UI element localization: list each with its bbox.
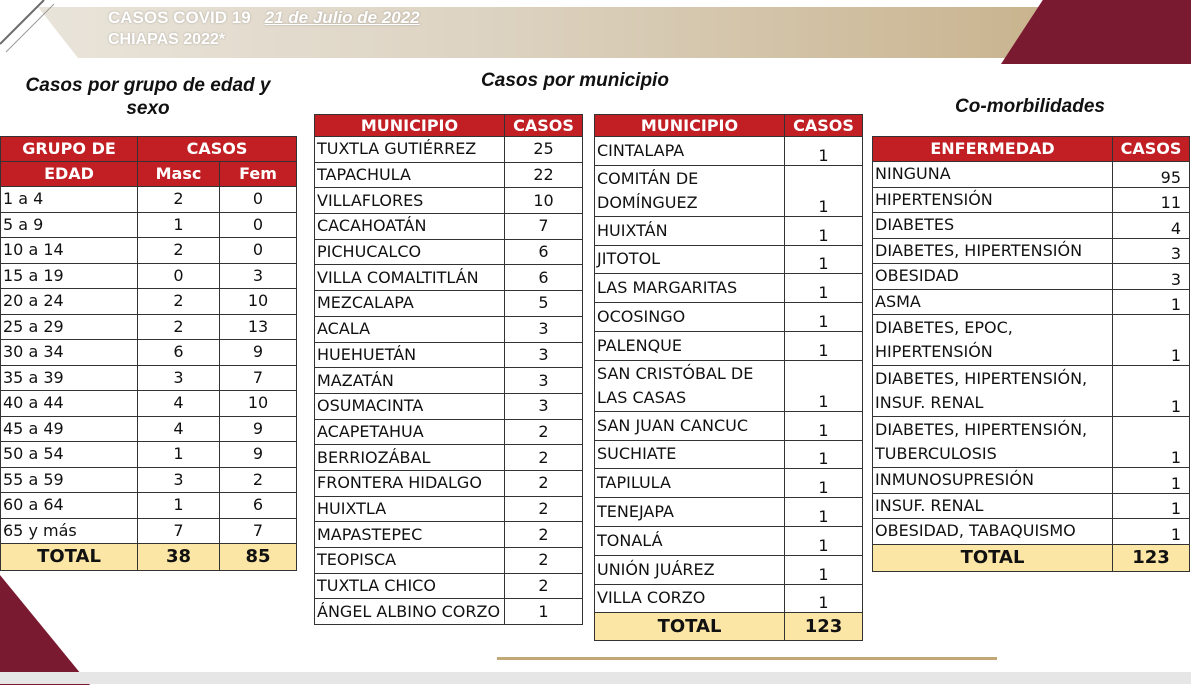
- fem-cell: 10: [220, 391, 297, 417]
- fem-cell: 13: [220, 314, 297, 340]
- col-header-edad: EDAD: [1, 162, 138, 187]
- cases-cell: 5: [505, 291, 583, 317]
- section-title-age-sex: Casos por grupo de edad y sexo: [25, 75, 271, 119]
- table-row: [315, 573, 583, 599]
- table-row: [595, 584, 863, 613]
- cases-cell: 6: [505, 265, 583, 291]
- table-row: [873, 493, 1190, 519]
- municipio-name-cell: OCOSINGO: [595, 303, 785, 332]
- bottom-bar: [0, 672, 1191, 684]
- municipio-name-cell: SUCHIATE: [595, 440, 785, 469]
- municipio-name-cell: MAPASTEPEC: [315, 522, 505, 548]
- corner-diagonal-lines: [0, 0, 60, 60]
- municipio-name-cell: TONALÁ: [595, 526, 785, 555]
- table-row: [1, 289, 297, 315]
- table-row: [873, 417, 1190, 468]
- table-row: [873, 366, 1190, 417]
- age-group-cell: 35 a 39: [1, 365, 138, 391]
- cases-cell: 4: [1113, 213, 1190, 239]
- table-row: [315, 342, 583, 368]
- table-row: [873, 238, 1190, 264]
- total-row: [595, 613, 863, 641]
- municipio-name-cell: VILLA COMALTITLÁN: [315, 265, 505, 291]
- total-value: 123: [1113, 544, 1190, 571]
- total-label: TOTAL: [1, 544, 138, 571]
- municipio-name-cell: COMITÁN DE DOMÍNGUEZ: [595, 165, 785, 216]
- table-row: [315, 470, 583, 496]
- age-sex-table: [0, 136, 297, 571]
- col-header-grupo: GRUPO DE: [1, 137, 138, 162]
- fem-cell: 9: [220, 442, 297, 468]
- table-row: [315, 239, 583, 265]
- table-row: [315, 316, 583, 342]
- age-group-cell: 60 a 64: [1, 493, 138, 519]
- table-row: [315, 214, 583, 240]
- cases-cell: 1: [785, 165, 863, 216]
- table-row: [873, 162, 1190, 188]
- total-row: [1, 544, 297, 571]
- total-fem: 85: [220, 544, 297, 571]
- municipio-name-cell: BERRIOZÁBAL: [315, 445, 505, 471]
- disease-name-cell: OBESIDAD, TABAQUISMO: [873, 519, 1113, 545]
- municipio-name-cell: ACALA: [315, 316, 505, 342]
- municipio-name-cell: HUEHUETÁN: [315, 342, 505, 368]
- masc-cell: 0: [138, 263, 220, 289]
- table-row: [1, 442, 297, 468]
- col-header-casos: CASOS: [785, 115, 863, 137]
- table-row: [315, 419, 583, 445]
- cases-cell: 2: [505, 573, 583, 599]
- table-row: [1, 238, 297, 264]
- age-group-cell: 20 a 24: [1, 289, 138, 315]
- table-row: [315, 188, 583, 214]
- section-title-comorbilidades: Co-morbilidades: [955, 96, 1105, 117]
- municipio-name-cell: VILLA CORZO: [595, 584, 785, 613]
- cases-cell: 1: [785, 331, 863, 360]
- comorbidity-table: [872, 136, 1190, 572]
- cases-cell: 1: [785, 440, 863, 469]
- masc-cell: 1: [138, 493, 220, 519]
- table-row: [595, 331, 863, 360]
- municipio-name-cell: SAN JUAN CANCUC: [595, 411, 785, 440]
- table-row: [315, 162, 583, 188]
- municipio-name-cell: PICHUCALCO: [315, 239, 505, 265]
- header-title: [108, 8, 420, 28]
- municipio-name-cell: PALENQUE: [595, 331, 785, 360]
- age-group-cell: 25 a 29: [1, 314, 138, 340]
- municipio-name-cell: SAN CRISTÓBAL DE LAS CASAS: [595, 360, 785, 411]
- municipio-name-cell: CINTALAPA: [595, 137, 785, 166]
- col-header-enfermedad: ENFERMEDAD: [873, 137, 1113, 162]
- table-row: [873, 264, 1190, 290]
- cases-cell: 2: [505, 445, 583, 471]
- maroon-corner-bottom-left: [0, 575, 90, 685]
- age-group-cell: 5 a 9: [1, 212, 138, 238]
- cases-cell: 2: [505, 470, 583, 496]
- municipio-name-cell: TAPACHULA: [315, 162, 505, 188]
- age-group-cell: 50 a 54: [1, 442, 138, 468]
- cases-cell: 3: [505, 342, 583, 368]
- gold-divider: [497, 657, 997, 660]
- municipio-name-cell: ÁNGEL ALBINO CORZO: [315, 599, 505, 625]
- municipio-name-cell: JITOTOL: [595, 245, 785, 274]
- header-subtitle: CHIAPAS 2022*: [108, 31, 226, 48]
- table-row: [595, 411, 863, 440]
- disease-name-cell: DIABETES: [873, 213, 1113, 239]
- fem-cell: 10: [220, 289, 297, 315]
- cases-cell: 3: [1113, 238, 1190, 264]
- cases-cell: 1: [1113, 468, 1190, 494]
- masc-cell: 3: [138, 467, 220, 493]
- cases-cell: 1: [1113, 366, 1190, 417]
- table-row: [1, 416, 297, 442]
- table-row: [315, 265, 583, 291]
- total-label: TOTAL: [595, 613, 785, 641]
- table-row: [315, 599, 583, 625]
- cases-cell: 95: [1113, 162, 1190, 188]
- table-row: [873, 213, 1190, 239]
- cases-cell: 3: [1113, 264, 1190, 290]
- fem-cell: 6: [220, 493, 297, 519]
- table-row: [315, 137, 583, 163]
- table-row: [315, 393, 583, 419]
- table-row: [595, 165, 863, 216]
- disease-name-cell: INMUNOSUPRESIÓN: [873, 468, 1113, 494]
- fem-cell: 2: [220, 467, 297, 493]
- table-row: [873, 315, 1190, 366]
- municipio-name-cell: MAZATÁN: [315, 368, 505, 394]
- total-label: TOTAL: [873, 544, 1113, 571]
- masc-cell: 3: [138, 365, 220, 391]
- cases-cell: 1: [785, 584, 863, 613]
- cases-cell: 1: [1113, 417, 1190, 468]
- municipio-table-1: [314, 114, 583, 625]
- table-row: [1, 314, 297, 340]
- table-row: [1, 493, 297, 519]
- table-row: [315, 496, 583, 522]
- age-group-cell: 30 a 34: [1, 340, 138, 366]
- municipio-name-cell: HUIXTLA: [315, 496, 505, 522]
- table-row: [315, 291, 583, 317]
- cases-cell: 1: [785, 469, 863, 498]
- table-row: [1, 365, 297, 391]
- table-row: [873, 519, 1190, 545]
- cases-cell: 1: [1113, 493, 1190, 519]
- age-group-cell: 15 a 19: [1, 263, 138, 289]
- municipio-name-cell: VILLAFLORES: [315, 188, 505, 214]
- table-row: [595, 555, 863, 584]
- age-group-cell: 55 a 59: [1, 467, 138, 493]
- masc-cell: 2: [138, 314, 220, 340]
- col-header-municipio: MUNICIPIO: [315, 115, 505, 137]
- disease-name-cell: DIABETES, HIPERTENSIÓN, TUBERCULOSIS: [873, 417, 1113, 468]
- cases-cell: 25: [505, 137, 583, 163]
- municipio-name-cell: TEOPISCA: [315, 548, 505, 574]
- cases-cell: 1: [785, 216, 863, 245]
- cases-cell: 2: [505, 419, 583, 445]
- col-header-casos: CASOS: [138, 137, 297, 162]
- col-header-masc: Masc: [138, 162, 220, 187]
- fem-cell: 7: [220, 365, 297, 391]
- cases-cell: 10: [505, 188, 583, 214]
- cases-cell: 3: [505, 368, 583, 394]
- table-row: [315, 368, 583, 394]
- disease-name-cell: DIABETES, EPOC, HIPERTENSIÓN: [873, 315, 1113, 366]
- table-row: [873, 289, 1190, 315]
- table-row: [595, 469, 863, 498]
- cases-cell: 1: [785, 303, 863, 332]
- masc-cell: 7: [138, 518, 220, 544]
- col-header-casos: CASOS: [1113, 137, 1190, 162]
- fem-cell: 3: [220, 263, 297, 289]
- masc-cell: 1: [138, 212, 220, 238]
- cases-cell: 7: [505, 214, 583, 240]
- fem-cell: 0: [220, 212, 297, 238]
- table-row: [595, 274, 863, 303]
- table-row: [595, 440, 863, 469]
- table-row: [595, 526, 863, 555]
- cases-cell: 1: [785, 274, 863, 303]
- masc-cell: 2: [138, 187, 220, 213]
- table-row: [873, 468, 1190, 494]
- municipio-name-cell: TENEJAPA: [595, 498, 785, 527]
- table-row: [315, 522, 583, 548]
- masc-cell: 4: [138, 416, 220, 442]
- total-masc: 38: [138, 544, 220, 571]
- disease-name-cell: HIPERTENSIÓN: [873, 187, 1113, 213]
- cases-cell: 6: [505, 239, 583, 265]
- masc-cell: 2: [138, 238, 220, 264]
- disease-name-cell: INSUF. RENAL: [873, 493, 1113, 519]
- col-header-fem: Fem: [220, 162, 297, 187]
- disease-name-cell: DIABETES, HIPERTENSIÓN: [873, 238, 1113, 264]
- table-row: [1, 391, 297, 417]
- table-row: [315, 445, 583, 471]
- col-header-casos: CASOS: [505, 115, 583, 137]
- table-row: [315, 548, 583, 574]
- cases-cell: 1: [785, 555, 863, 584]
- cases-cell: 1: [1113, 315, 1190, 366]
- table-row: [1, 340, 297, 366]
- cases-cell: 1: [785, 498, 863, 527]
- header-title-text: CASOS COVID 19: [108, 8, 251, 27]
- cases-cell: 2: [505, 548, 583, 574]
- col-header-municipio: MUNICIPIO: [595, 115, 785, 137]
- municipio-name-cell: UNIÓN JUÁREZ: [595, 555, 785, 584]
- table-row: [1, 263, 297, 289]
- table-row: [595, 245, 863, 274]
- cases-cell: 3: [505, 316, 583, 342]
- fem-cell: 7: [220, 518, 297, 544]
- disease-name-cell: OBESIDAD: [873, 264, 1113, 290]
- masc-cell: 2: [138, 289, 220, 315]
- municipio-name-cell: TUXTLA CHICO: [315, 573, 505, 599]
- header-date: 21 de Julio de 2022: [264, 8, 420, 27]
- municipio-name-cell: FRONTERA HIDALGO: [315, 470, 505, 496]
- municipio-name-cell: CACAHOATÁN: [315, 214, 505, 240]
- cases-cell: 1: [1113, 519, 1190, 545]
- total-row: [873, 544, 1190, 571]
- cases-cell: 1: [785, 411, 863, 440]
- municipio-name-cell: OSUMACINTA: [315, 393, 505, 419]
- table-row: [595, 360, 863, 411]
- table-row: [595, 498, 863, 527]
- cases-cell: 11: [1113, 187, 1190, 213]
- municipio-name-cell: LAS MARGARITAS: [595, 274, 785, 303]
- municipio-name-cell: TAPILULA: [595, 469, 785, 498]
- municipio-name-cell: ACAPETAHUA: [315, 419, 505, 445]
- age-group-cell: 1 a 4: [1, 187, 138, 213]
- table-row: [873, 187, 1190, 213]
- disease-name-cell: NINGUNA: [873, 162, 1113, 188]
- table-row: [595, 216, 863, 245]
- disease-name-cell: ASMA: [873, 289, 1113, 315]
- age-group-cell: 40 a 44: [1, 391, 138, 417]
- age-group-cell: 10 a 14: [1, 238, 138, 264]
- section-title-municipio: Casos por municipio: [481, 70, 669, 91]
- masc-cell: 1: [138, 442, 220, 468]
- table-row: [1, 212, 297, 238]
- table-row: [595, 303, 863, 332]
- total-value: 123: [785, 613, 863, 641]
- cases-cell: 2: [505, 496, 583, 522]
- cases-cell: 22: [505, 162, 583, 188]
- cases-cell: 1: [1113, 289, 1190, 315]
- fem-cell: 0: [220, 238, 297, 264]
- fem-cell: 9: [220, 340, 297, 366]
- cases-cell: 1: [785, 360, 863, 411]
- cases-cell: 3: [505, 393, 583, 419]
- municipio-name-cell: HUIXTÁN: [595, 216, 785, 245]
- table-row: [595, 137, 863, 166]
- cases-cell: 2: [505, 522, 583, 548]
- age-group-cell: 65 y más: [1, 518, 138, 544]
- fem-cell: 0: [220, 187, 297, 213]
- municipio-name-cell: TUXTLA GUTIÉRREZ: [315, 137, 505, 163]
- table-row: [1, 518, 297, 544]
- cases-cell: 1: [785, 137, 863, 166]
- disease-name-cell: DIABETES, HIPERTENSIÓN, INSUF. RENAL: [873, 366, 1113, 417]
- table-row: [1, 467, 297, 493]
- cases-cell: 1: [785, 245, 863, 274]
- masc-cell: 6: [138, 340, 220, 366]
- table-row: [1, 187, 297, 213]
- fem-cell: 9: [220, 416, 297, 442]
- cases-cell: 1: [505, 599, 583, 625]
- municipio-name-cell: MEZCALAPA: [315, 291, 505, 317]
- age-group-cell: 45 a 49: [1, 416, 138, 442]
- masc-cell: 4: [138, 391, 220, 417]
- municipio-table-2: [594, 114, 863, 641]
- cases-cell: 1: [785, 526, 863, 555]
